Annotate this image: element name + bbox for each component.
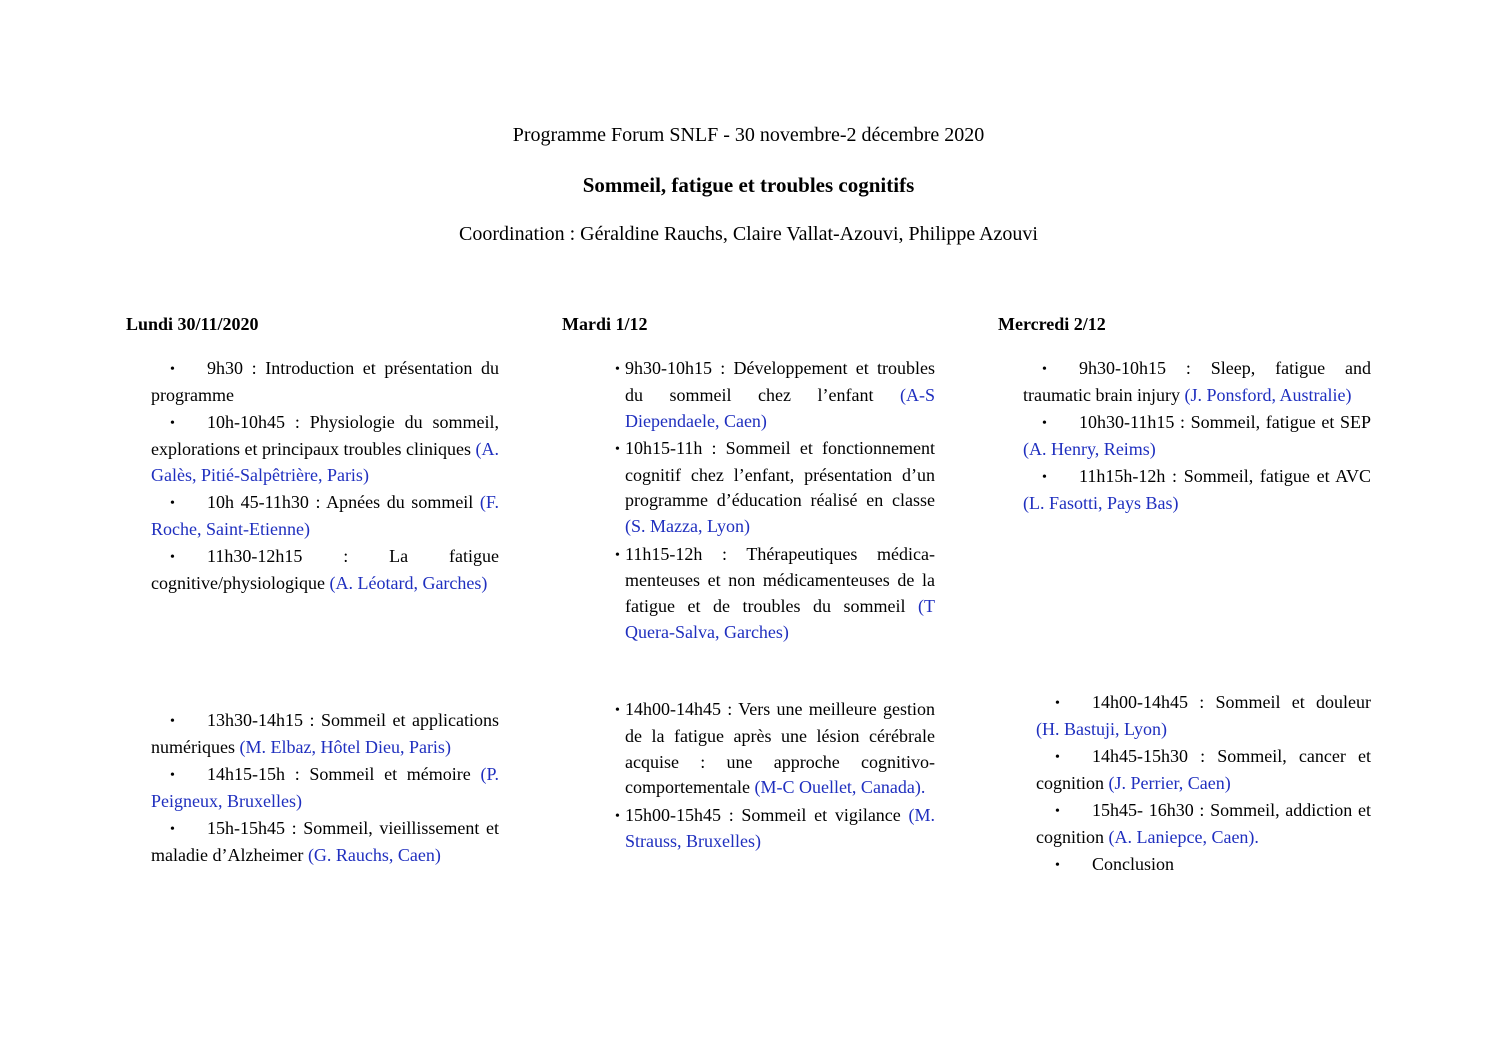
session-speaker: (L. Fasotti, Pays Bas) bbox=[1023, 492, 1179, 513]
bullet-icon: • bbox=[1055, 804, 1060, 820]
day-heading-wednesday: Mercredi 2/12 bbox=[998, 314, 1106, 334]
session-item bbox=[1036, 690, 1371, 743]
document-subtitle: Programme Forum SNLF - 30 novembre-2 décembre 2020 bbox=[512, 124, 985, 146]
bullet-icon: • bbox=[1042, 362, 1047, 377]
session-text: 9h30 : Introduction et présentation du programme bbox=[151, 358, 499, 405]
tuesday-morning-sessions bbox=[615, 356, 935, 647]
bullet-icon: • bbox=[1055, 696, 1060, 711]
session-item bbox=[615, 436, 935, 540]
session-item bbox=[1036, 744, 1371, 797]
day-heading-monday: Lundi 30/11/2020 bbox=[126, 314, 259, 334]
bullet-icon: • bbox=[170, 416, 175, 432]
wednesday-morning-sessions bbox=[1023, 356, 1371, 518]
session-speaker: (A. Galès, Pitié-Salpêtrière, Paris) bbox=[151, 438, 499, 485]
session-text: 14h00-14h45 : Vers une meilleure gestion de la fatigue après une lésion cérébrale acquise : une approche cognitivo-comportementale bbox=[625, 699, 935, 798]
session-text: 15h00-15h45 : Sommeil et vigilance bbox=[625, 804, 909, 825]
session-text: 15h45- 16h30 : Sommeil, addiction et cognition bbox=[1036, 800, 1371, 847]
session-item bbox=[1036, 852, 1371, 879]
session-item bbox=[1036, 798, 1371, 851]
session-text: 14h00-14h45 : Sommeil et douleur bbox=[1092, 692, 1371, 712]
bullet-icon: • bbox=[170, 362, 175, 377]
bullet-icon: • bbox=[1055, 750, 1060, 766]
session-text: Conclusion bbox=[1092, 854, 1175, 875]
session-text: 14h45-15h30 : Sommeil, cancer et cognition bbox=[1036, 746, 1371, 793]
session-speaker: (A. Henry, Reims) bbox=[1023, 438, 1156, 459]
session-speaker: (H. Bastuji, Lyon) bbox=[1036, 718, 1167, 739]
bullet-icon: • bbox=[615, 547, 620, 563]
session-text: 10h15-11h : Sommeil et fonctionnement cognitif chez l’enfant, présentation d’un programme d’éducation réalisé en classe bbox=[625, 437, 935, 511]
session-item bbox=[1023, 464, 1371, 517]
bullet-icon: • bbox=[170, 550, 175, 566]
session-item bbox=[615, 542, 935, 646]
day-heading-tuesday: Mardi 1/12 bbox=[562, 314, 648, 334]
bullet-icon: • bbox=[615, 362, 620, 377]
session-item bbox=[151, 490, 499, 543]
session-text: 14h15-15h : Sommeil et mémoire bbox=[207, 764, 481, 785]
bullet-icon: • bbox=[170, 822, 175, 838]
session-speaker: (M. Strauss, Bruxelles) bbox=[625, 804, 935, 852]
session-speaker: (J. Ponsford, Australie) bbox=[1184, 384, 1352, 405]
session-text: 11h15-12h : Thérapeutiques médica-menteuses et non médicamenteuses de la fatigue et de troubles du sommeil bbox=[625, 543, 935, 617]
session-item bbox=[1023, 410, 1371, 463]
session-text: 10h 45-11h30 : Apnées du sommeil bbox=[207, 491, 480, 512]
bullet-icon: • bbox=[170, 714, 175, 729]
bullet-icon: • bbox=[1042, 470, 1047, 486]
session-speaker: (A. Léotard, Garches) bbox=[329, 572, 488, 593]
session-item bbox=[151, 816, 499, 869]
session-speaker: (M. Elbaz, Hôtel Dieu, Paris) bbox=[239, 736, 451, 757]
monday-morning-sessions bbox=[151, 356, 499, 598]
bullet-icon: • bbox=[1055, 858, 1060, 874]
bullet-icon: • bbox=[615, 441, 620, 457]
bullet-icon: • bbox=[170, 768, 175, 784]
session-text: 9h30-10h15 : Développement et troubles du sommeil chez l’enfant bbox=[625, 358, 935, 405]
session-speaker: (F. Roche, Saint-Etienne) bbox=[151, 491, 499, 539]
document-title: Sommeil, fatigue et troubles cognitifs bbox=[582, 173, 915, 197]
session-speaker: (A-S Diependaele, Caen) bbox=[625, 384, 935, 431]
session-text: 15h-15h45 : Sommeil, vieillissement et maladie d’Alzheimer bbox=[151, 818, 499, 865]
session-item bbox=[151, 708, 499, 761]
session-item bbox=[151, 544, 499, 597]
bullet-icon: • bbox=[615, 703, 620, 718]
session-speaker: (S. Mazza, Lyon) bbox=[625, 516, 750, 537]
session-item bbox=[615, 803, 935, 856]
session-text: 13h30-14h15 : Sommeil et applications numériques bbox=[151, 710, 499, 757]
session-speaker: (G. Rauchs, Caen) bbox=[307, 844, 441, 865]
session-speaker: (T Quera-Salva, Garches) bbox=[625, 596, 935, 642]
session-text: 11h30-12h15 : La fatigue cognitive/physiologique bbox=[151, 546, 499, 593]
session-item bbox=[151, 356, 499, 409]
session-speaker: (P. Peigneux, Bruxelles) bbox=[151, 764, 499, 811]
monday-afternoon-sessions bbox=[151, 708, 499, 870]
tuesday-afternoon-sessions bbox=[615, 697, 935, 857]
session-item bbox=[615, 356, 935, 434]
session-item bbox=[615, 697, 935, 801]
wednesday-afternoon-sessions bbox=[1036, 690, 1371, 881]
session-speaker: (A. Laniepce, Caen). bbox=[1108, 826, 1259, 847]
session-speaker: (J. Perrier, Caen) bbox=[1108, 772, 1231, 793]
session-item bbox=[151, 762, 499, 815]
coordination-line: Coordination : Géraldine Rauchs, Claire Vallat-Azouvi, Philippe Azouvi bbox=[459, 223, 1038, 245]
session-speaker: (M-C Ouellet, Canada). bbox=[754, 777, 926, 798]
session-item bbox=[151, 410, 499, 488]
session-text: 11h15h-12h : Sommeil, fatigue et AVC bbox=[1079, 466, 1371, 487]
bullet-icon: • bbox=[1042, 416, 1047, 432]
session-item bbox=[1023, 356, 1371, 409]
session-text: 10h-10h45 : Physiologie du sommeil, explorations et principaux troubles cliniques bbox=[151, 412, 499, 459]
bullet-icon: • bbox=[615, 808, 620, 824]
bullet-icon: • bbox=[170, 495, 175, 511]
session-text: 10h30-11h15 : Sommeil, fatigue et SEP bbox=[1079, 412, 1371, 433]
session-text: 9h30-10h15 : Sleep, fatigue and traumatic brain injury bbox=[1023, 358, 1371, 405]
